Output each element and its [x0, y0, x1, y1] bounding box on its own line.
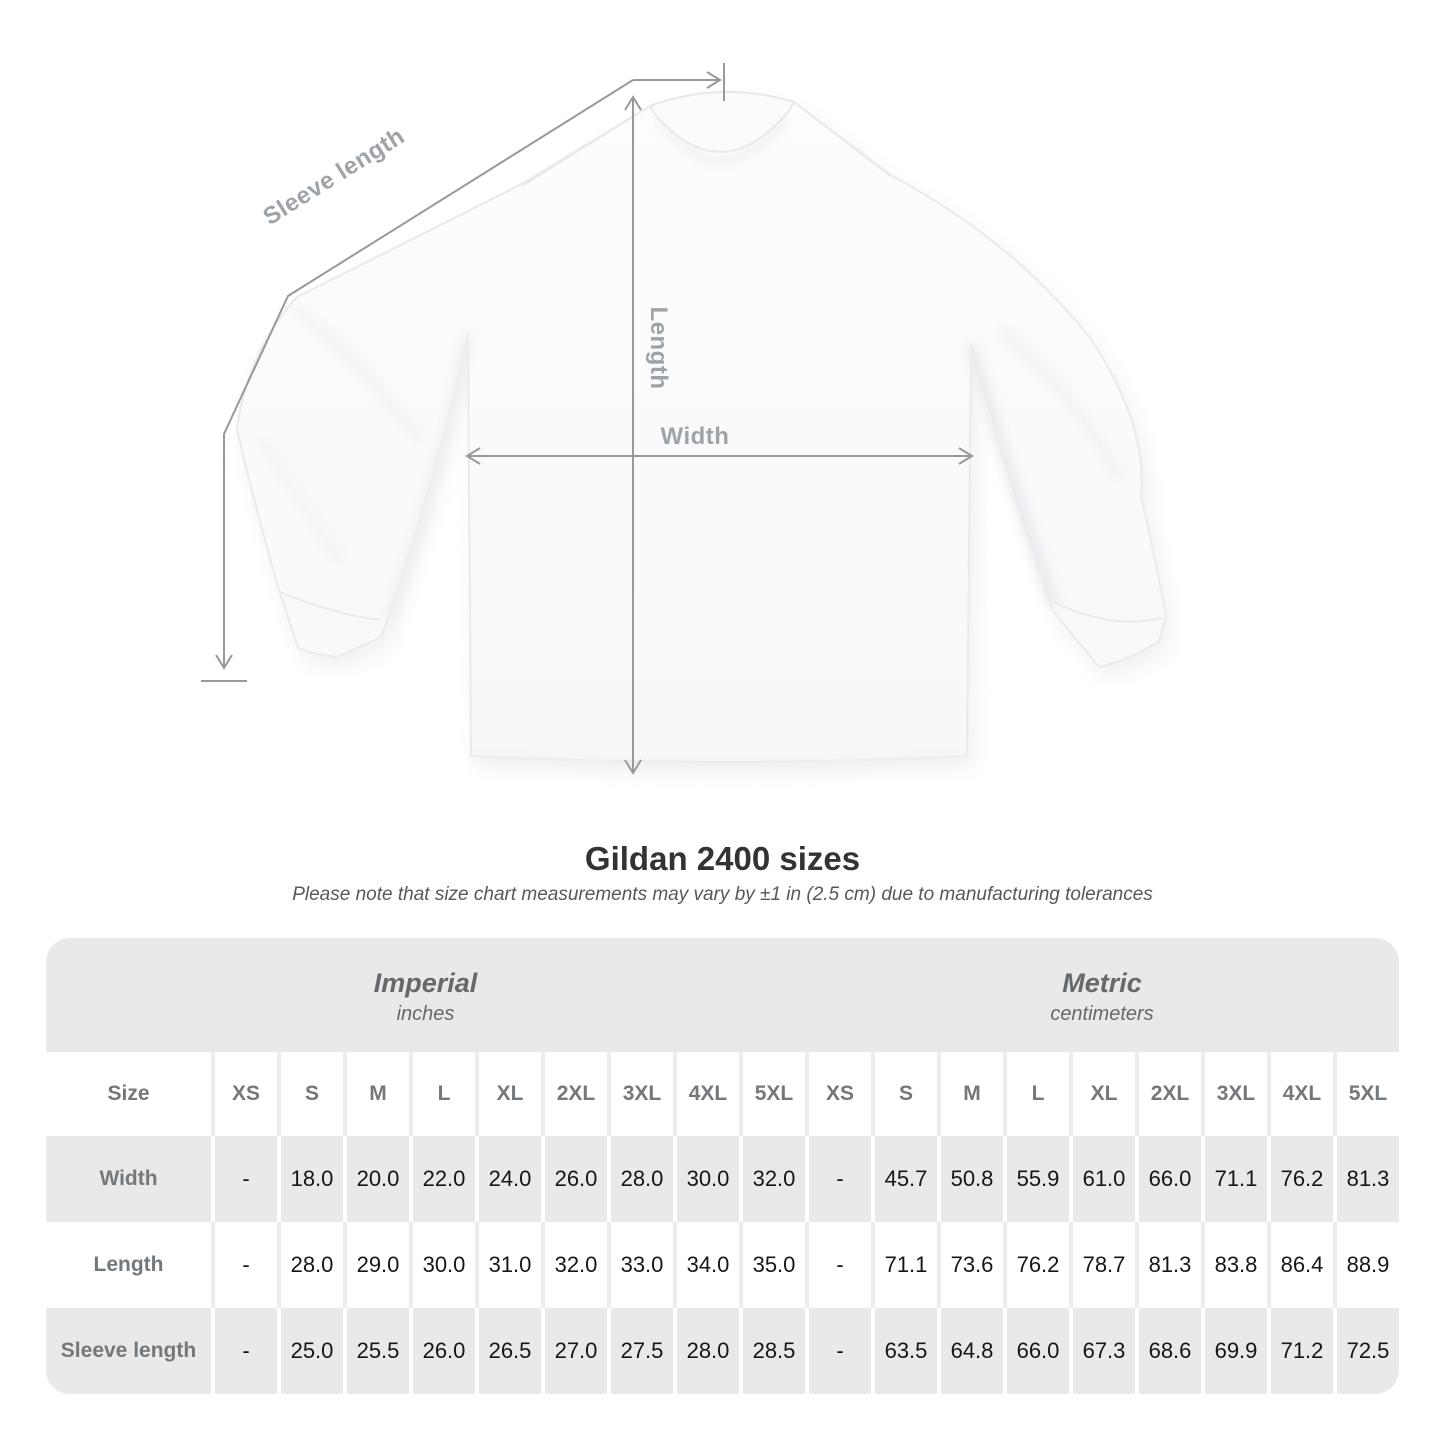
size-header-cell: XS	[805, 1052, 871, 1136]
value-cell: 35.0	[739, 1222, 805, 1308]
size-header-cell: XL	[1069, 1052, 1135, 1136]
value-cell: 78.7	[1069, 1222, 1135, 1308]
imperial-title: Imperial	[373, 968, 478, 998]
value-cell: 71.2	[1267, 1308, 1333, 1394]
size-header-cell: 5XL	[739, 1052, 805, 1136]
size-column-header: Size	[107, 1082, 150, 1105]
size-header-row	[46, 1052, 1399, 1136]
value-cell: 25.0	[277, 1308, 343, 1394]
size-header-cell: XL	[475, 1052, 541, 1136]
sleeve-length-label: Sleeve length	[258, 122, 410, 231]
width-label: Width	[660, 423, 730, 450]
value-cell: 30.0	[673, 1136, 739, 1222]
value-cell: 27.5	[607, 1308, 673, 1394]
size-chart-table	[46, 938, 1399, 1394]
page-subtitle: Please note that size chart measurements may vary by ±1 in (2.5 cm) due to manufacturing tolerances	[292, 884, 1153, 905]
metric-subtitle: centimeters	[1050, 1003, 1154, 1025]
size-header-cell: L	[409, 1052, 475, 1136]
value-cell: -	[805, 1308, 871, 1394]
imperial-header	[46, 938, 805, 1052]
value-cell: 69.9	[1201, 1308, 1267, 1394]
size-header-cell: L	[1003, 1052, 1069, 1136]
value-cell: 55.9	[1003, 1136, 1069, 1222]
value-cell: 22.0	[409, 1136, 475, 1222]
size-header-cell: 3XL	[607, 1052, 673, 1136]
value-cell: 71.1	[1201, 1136, 1267, 1222]
value-cell: 26.5	[475, 1308, 541, 1394]
value-cell: 81.3	[1135, 1222, 1201, 1308]
value-cell: 29.0	[343, 1222, 409, 1308]
value-cell: 25.5	[343, 1308, 409, 1394]
value-cell: 20.0	[343, 1136, 409, 1222]
value-cell: -	[211, 1222, 277, 1308]
sleeve-length-row	[46, 1308, 1399, 1394]
value-cell: 30.0	[409, 1222, 475, 1308]
value-cell: 28.5	[739, 1308, 805, 1394]
size-header-cell: S	[871, 1052, 937, 1136]
size-header-cell: M	[343, 1052, 409, 1136]
size-header-cell: 4XL	[673, 1052, 739, 1136]
value-cell: -	[211, 1136, 277, 1222]
value-cell: 27.0	[541, 1308, 607, 1394]
imperial-subtitle: inches	[396, 1003, 455, 1025]
value-cell: 86.4	[1267, 1222, 1333, 1308]
value-cell: -	[211, 1308, 277, 1394]
value-cell: 24.0	[475, 1136, 541, 1222]
size-header-cell: M	[937, 1052, 1003, 1136]
row-label: Length	[93, 1253, 164, 1276]
value-cell: 26.0	[541, 1136, 607, 1222]
page-title: Gildan 2400 sizes	[584, 840, 861, 877]
value-cell: 63.5	[871, 1308, 937, 1394]
value-cell: 33.0	[607, 1222, 673, 1308]
width-row	[46, 1136, 1399, 1222]
value-cell: 32.0	[541, 1222, 607, 1308]
value-cell: 61.0	[1069, 1136, 1135, 1222]
size-header-cell: S	[277, 1052, 343, 1136]
size-header-cell: 2XL	[1135, 1052, 1201, 1136]
unit-header-row	[46, 938, 1399, 1052]
value-cell: 76.2	[1267, 1136, 1333, 1222]
size-header-cell: 3XL	[1201, 1052, 1267, 1136]
size-header-cell: 4XL	[1267, 1052, 1333, 1136]
value-cell: 26.0	[409, 1308, 475, 1394]
metric-header	[805, 938, 1399, 1052]
value-cell: 66.0	[1135, 1136, 1201, 1222]
value-cell: 72.5	[1333, 1308, 1399, 1394]
size-header-cell: 5XL	[1333, 1052, 1399, 1136]
value-cell: -	[805, 1136, 871, 1222]
value-cell: 32.0	[739, 1136, 805, 1222]
metric-title: Metric	[1062, 968, 1142, 998]
value-cell: 73.6	[937, 1222, 1003, 1308]
value-cell: 71.1	[871, 1222, 937, 1308]
value-cell: 76.2	[1003, 1222, 1069, 1308]
length-row	[46, 1222, 1399, 1308]
value-cell: 34.0	[673, 1222, 739, 1308]
size-header-cell: XS	[211, 1052, 277, 1136]
value-cell: 18.0	[277, 1136, 343, 1222]
value-cell: 88.9	[1333, 1222, 1399, 1308]
value-cell: 81.3	[1333, 1136, 1399, 1222]
value-cell: 28.0	[607, 1136, 673, 1222]
value-cell: -	[805, 1222, 871, 1308]
value-cell: 66.0	[1003, 1308, 1069, 1394]
value-cell: 28.0	[673, 1308, 739, 1394]
value-cell: 28.0	[277, 1222, 343, 1308]
row-label: Width	[99, 1167, 158, 1190]
value-cell: 31.0	[475, 1222, 541, 1308]
value-cell: 83.8	[1201, 1222, 1267, 1308]
row-label: Sleeve length	[60, 1339, 197, 1362]
value-cell: 67.3	[1069, 1308, 1135, 1394]
value-cell: 68.6	[1135, 1308, 1201, 1394]
size-header-cell: 2XL	[541, 1052, 607, 1136]
length-label: Length	[645, 306, 672, 390]
value-cell: 50.8	[937, 1136, 1003, 1222]
value-cell: 64.8	[937, 1308, 1003, 1394]
value-cell: 45.7	[871, 1136, 937, 1222]
